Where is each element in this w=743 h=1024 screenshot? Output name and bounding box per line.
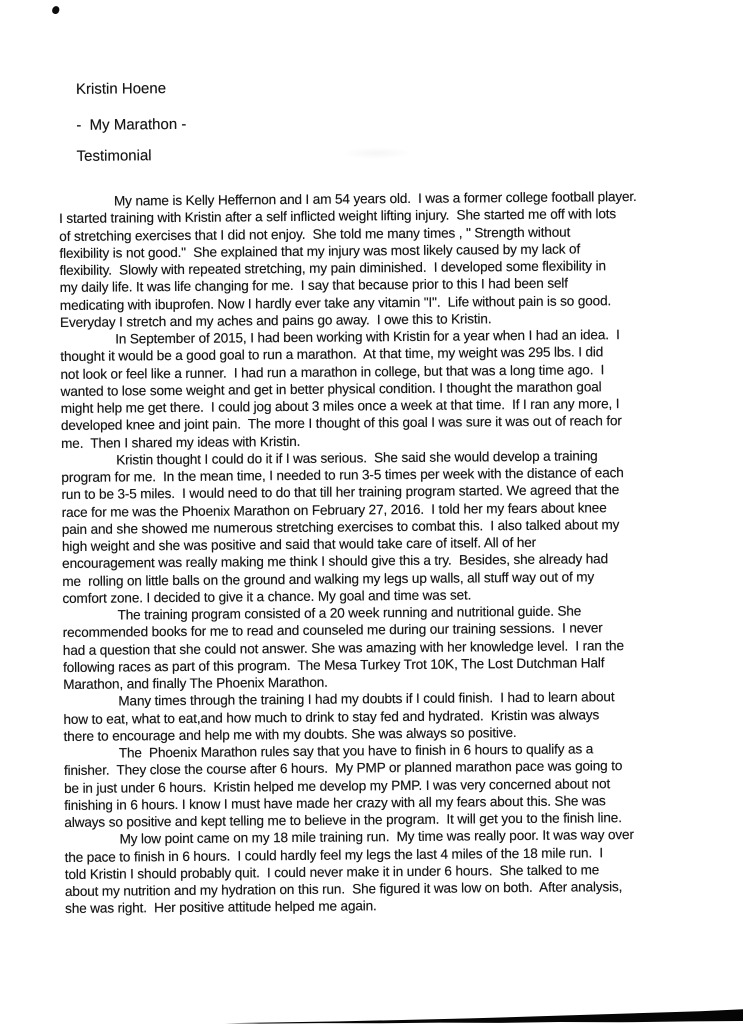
text-line: Marathon, and finally The Phoenix Marathon. bbox=[63, 674, 328, 692]
text-line: always so positive and kept telling me to believe in the program. It will get you to the finish line. bbox=[64, 810, 622, 830]
scan-dot-artifact bbox=[51, 5, 60, 14]
paragraph bbox=[64, 739, 737, 831]
text-line: medicating with ibuprofen. Now I hardly ever take any vitamin "I". Life without pain is so good. bbox=[59, 292, 612, 313]
text-line: program for me. In the mean time, I needed to run 3-5 times per week with the distance of each bbox=[61, 465, 624, 485]
text-line: following races as part of this program. The Mesa Turkey Trot 10K, The Lost Dutchman Half bbox=[62, 655, 605, 675]
text-line: might help me get there. I could jog about 3 miles once a week at that time. If I ran any more, I bbox=[60, 396, 620, 416]
scan-streak-artifact bbox=[0, 1005, 743, 1024]
text-line: run to be 3-5 miles. I would need to do that till her training program started. We agreed that the bbox=[61, 482, 620, 503]
text-line: race for me was the Phoenix Marathon on February 27, 2016. I told her my fears about knee bbox=[61, 499, 607, 520]
text-line: My name is Kelly Heffernon and I am 54 years old. I was a former college football player. bbox=[113, 188, 637, 209]
text-line: Everyday I stretch and my aches and pains go away. I owe this to Kristin. bbox=[59, 310, 492, 330]
text-line: encouragement was really making me think I should give this a try. Besides, she already had bbox=[62, 551, 609, 572]
text-line: not look or feel like a runner. I had run a marathon in college, but that was a long time ago. I bbox=[60, 361, 605, 382]
paragraph bbox=[59, 187, 732, 331]
text-line: be in just under 6 hours. Kristin helped me develop my PMP. I was very concerned about not bbox=[64, 775, 611, 796]
text-line: about my nutrition and my hydration on this run. She figured it was low on both. After analysis, bbox=[64, 879, 623, 899]
text-line: high weight and she was positive and said that would take care of itself. All of her bbox=[61, 534, 537, 554]
text-line: pain and she showed me numerous stretching exercises to combat this. I also talked about my bbox=[61, 516, 620, 537]
text-line: finisher. They close the course after 6 hours. My PMP or planned marathon pace was going to bbox=[63, 758, 623, 779]
text-line: told Kristin I should probably quit. I could never make it in under 6 hours. She talked to me bbox=[64, 862, 600, 882]
text-line: had a question that she could not answer. She was amazing with her knowledge level. I ran the bbox=[62, 637, 624, 658]
text-line: she was right. Her positive attitude helped me again. bbox=[65, 898, 377, 917]
scan-smudge-artifact bbox=[341, 147, 411, 160]
text-line: developed knee and joint pain. The more I thought of this goal I was sure it was out of reach for bbox=[60, 413, 622, 434]
text-line: of stretching exercises that I did not enjoy. She told me many times , " Strength without bbox=[59, 224, 571, 244]
text-line: my daily life. It was life changing for me. I say that because prior to this I had been self bbox=[59, 275, 568, 296]
text-line: wanted to lose some weight and get in better physical condition. I thought the marathon goal bbox=[60, 379, 602, 399]
text-line: Kristin thought I could do it if I was serious. She said she would develop a training bbox=[116, 448, 598, 468]
paragraph bbox=[62, 601, 735, 693]
paragraph bbox=[63, 687, 735, 745]
text-line: me rolling on little balls on the ground and walking my legs up walls, all stuff way out of my bbox=[62, 568, 595, 589]
document-title: - My Marathon - bbox=[76, 115, 187, 134]
text-line: The training program consisted of a 20 week running and nutritional guide. She bbox=[117, 603, 582, 623]
text-line: I started training with Kristin after a self inflicted weight lifting injury. She started me off with lots bbox=[59, 206, 617, 227]
paragraph bbox=[64, 825, 737, 917]
document-subtitle: Testimonial bbox=[76, 147, 152, 165]
text-line: flexibility is not good." She explained that my injury was most likely caused by my lack of bbox=[59, 241, 581, 261]
text-line: comfort zone. I decided to give it a chance. My goal and time was set. bbox=[62, 587, 472, 606]
text-line: Many times through the training I had my doubts if I could finish. I had to learn about bbox=[118, 689, 615, 709]
text-line: The Phoenix Marathon rules say that you have to finish in 6 hours to qualify as a bbox=[118, 741, 594, 761]
document-header bbox=[76, 79, 187, 166]
text-line: the pace to finish in 6 hours. I could hardly feel my legs the last 4 miles of the 18 mile run. I bbox=[64, 844, 603, 865]
text-line: me. Then I shared my ideas with Kristin. bbox=[61, 433, 301, 451]
testimonial-body bbox=[59, 187, 737, 917]
text-line: recommended books for me to read and counseled me during our training sessions. I never bbox=[62, 620, 603, 641]
text-line: there to encourage and help me with my doubts. She was always so positive. bbox=[63, 724, 517, 744]
text-line: In September of 2015, I had been working with Kristin for a year when I had an idea. I bbox=[115, 327, 620, 347]
text-line: thought it would be a good goal to run a marathon. At that time, my weight was 295 lbs. I did bbox=[60, 344, 604, 365]
author-name: Kristin Hoene bbox=[75, 80, 167, 98]
paragraph bbox=[60, 325, 733, 452]
text-line: flexibility. Slowly with repeated stretching, my pain diminished. I developed some flexibility in bbox=[59, 258, 606, 278]
text-line: My low point came on my 18 mile training run. My time was really poor. It was way over bbox=[119, 827, 634, 847]
text-line: how to eat, what to eat,and how much to drink to stay fed and hydrated. Kristin was always bbox=[63, 706, 600, 727]
paragraph bbox=[61, 446, 734, 607]
text-line: finishing in 6 hours. I know I must have made her crazy with all my fears about this. She was bbox=[64, 792, 606, 813]
